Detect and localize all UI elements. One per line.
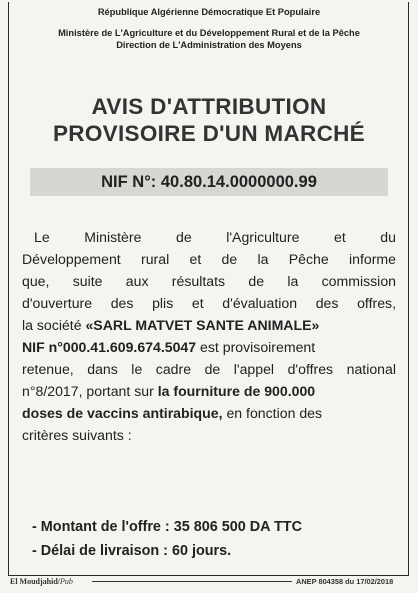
anep-reference: ANEP 804358 du 17/02/2018 [296,577,394,586]
body-line-5 [22,314,396,336]
ministry-header: Ministère de L'Agriculture et du Développement Rural et de la Pêche [58,28,360,38]
nif-number: NIF N°: 40.80.14.0000000.99 [101,173,317,191]
company-nif: NIF n°000.41.609.674.5047 [22,339,197,355]
republic-header: République Algérienne Démocratique Et Populaire [97,7,321,17]
body-line-6-text: est provisoirement [196,339,316,355]
offer-amount: - Montant de l'offre : 35 806 500 DA TTC [32,519,302,535]
direction-header: Direction de L'Administration des Moyens [116,40,302,50]
body-line-8-text: n°8/2017, portant sur [22,383,158,399]
pub-label: Pub [60,577,73,586]
body-line-9 [22,402,396,424]
delivery-delay: - Délai de livraison : 60 jours. [32,543,232,559]
notice-title-line2: PROVISOIRE D'UN MARCHÉ [53,121,365,146]
body-line-10: critères suivants : [22,427,132,443]
body-line-4: d'ouverture des plis et d'évaluation des offres, [22,295,396,311]
newspaper-credit [10,577,73,587]
newspaper-name: El Moudjahid/ [10,577,61,586]
supply-subject: la fourniture de 900.000 [157,383,316,399]
body-line-5-text: la société [22,317,86,333]
body-line-3: que, suite aux résultats de la commission [22,273,396,289]
vaccine-subject: doses de vaccins antirabique, [22,405,223,421]
notice-body [22,226,396,446]
company-name: «SARL MATVET SANTE ANIMALE» [85,317,320,333]
body-line-9-text: en fonction des [222,405,323,421]
footer-rule [92,581,292,582]
body-line-8 [22,380,396,402]
body-line-2: Développement rural et de la Pêche informe [22,251,396,267]
body-line-7: retenue, dans le cadre de l'appel d'offres national [22,361,396,377]
body-line-1: Le Ministère de l'Agriculture et du [34,229,396,245]
notice-title-line1: AVIS D'ATTRIBUTION [91,94,327,119]
body-line-6 [22,336,396,358]
